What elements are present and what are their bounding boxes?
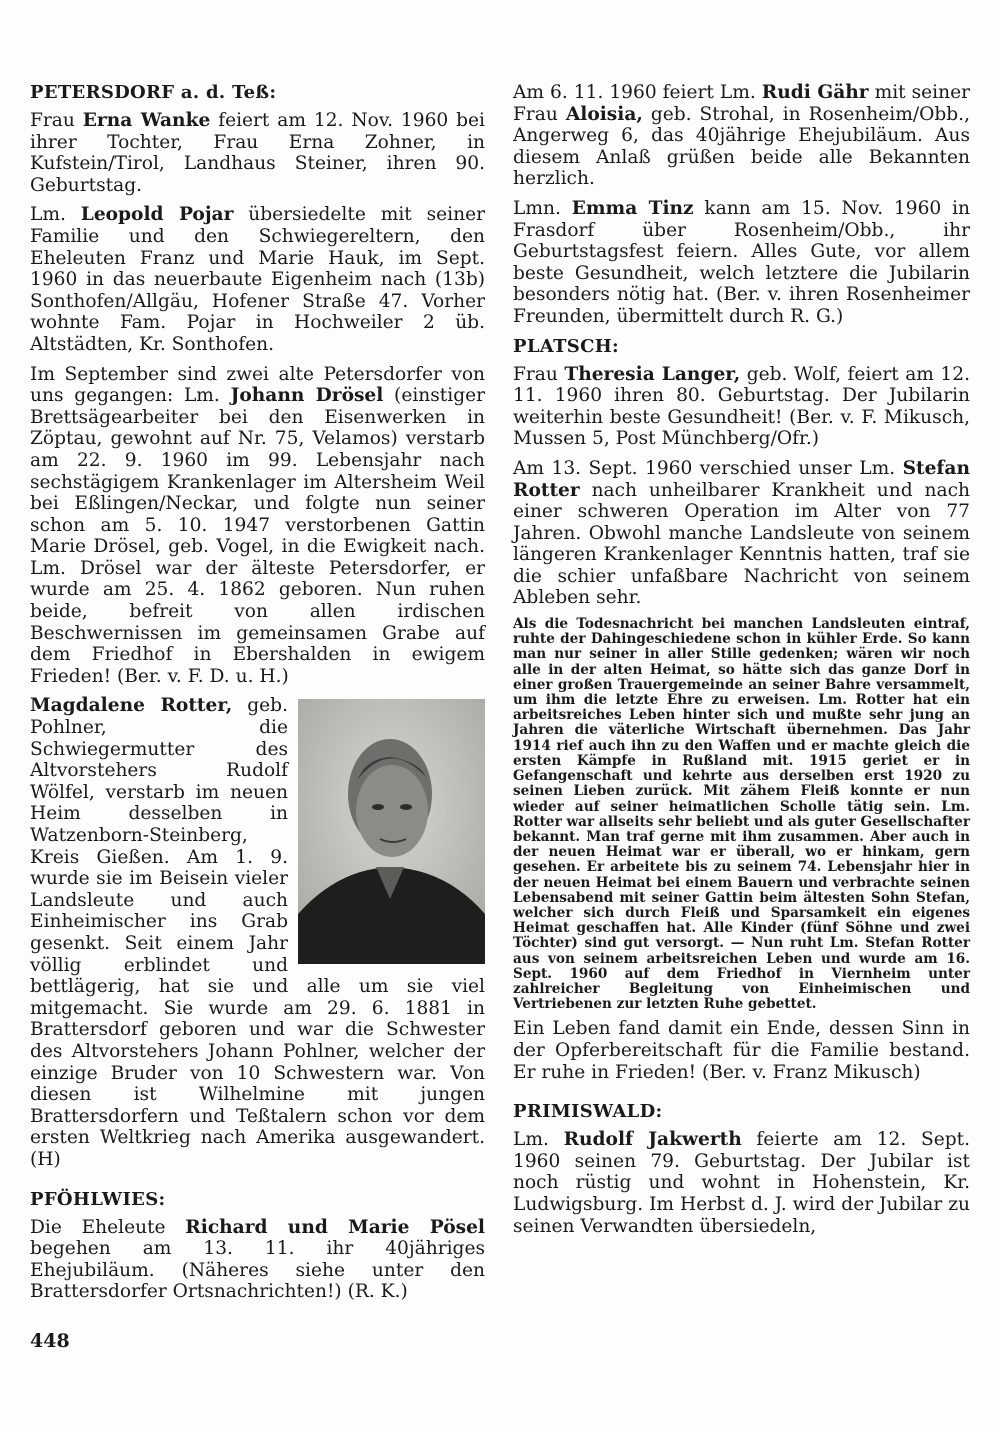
heading-primiswald: PRIMISWALD: [513, 1101, 663, 1123]
paragraph-richard-marie-poesel: Die Eheleute Richard und Marie Pösel begehen am 13. 11. ihr 40jähriges Ehejubiläum. (Näheres siehe unter den Brattersdorfer Ortsnachrichten!) (R. K.) [30, 1216, 485, 1303]
bold-name: Johann Drösel [230, 385, 384, 407]
bold-name: Richard und Marie Pösel [185, 1216, 485, 1238]
paragraph-rudolf-jakwerth: Lm. Rudolf Jakwerth feierte am 12. Sept. 1960 seinen 79. Geburtstag. Der Jubilar ist noch rüstig und wohnt in Hohenstein, Kr. Ludwigsburg. Im Herbst d. J. wird der Jubilar zu seinen Verwandten übersiedeln, [513, 1129, 970, 1237]
bold-name: Magdalene Rotter, [30, 695, 233, 717]
bold-name: Leopold Pojar [80, 204, 234, 226]
heading-petersdorf: PETERSDORF a. d. Teß: [30, 82, 277, 103]
bold-name: Emma Tinz [571, 197, 694, 219]
paragraph-leopold-pojar: Lm. Leopold Pojar übersiedelte mit seiner Familie und den Schwiegereltern, den Eheleuten Franz und Marie Hauk, im Sept. 1960 in das neuerbaute Eigenheim nach (13b) Sonthofen/Allgäu, Hofener Straße 47. Vorher wohnte Fam. Pojar in Hochweiler 2 üb. Altstädten, Kr. Sonthofen. [30, 204, 485, 355]
heading-pfoehlwies: PFÖHLWIES: [30, 1188, 166, 1210]
paragraph-johann-droesel: Im September sind zwei alte Petersdorfer von uns gegangen: Lm. Johann Drösel (einstiger Brettsägearbeiter bei den Eisenwerken in Zöptau, gewohnt auf Nr. 75, Velamos) verstarb am 22. 9. 1960 im 99. Lebensjahr nach sechstägigem Krankenlager im Altersheim Weil bei Eßlingen/Neckar, und folgte nun seiner schon am 5. 10. 1947 verstorbenen Gattin Marie Drösel, geb. Vogel, in die Ewigkeit nach. Lm. Drösel war der älteste Petersdorfer, er wurde am 25. 4. 1862 geboren. Nun ruhen beide, befreit von allen irdischen Beschwernissen im gemeinsamen Grabe auf dem Friedhof in Ebershalden in ewigem Frieden! (Ber. v. F. D. u. H.) [30, 363, 485, 687]
bold-name: Aloisia, [565, 103, 643, 125]
paragraph-emma-tinz: Lmn. Emma Tinz kann am 15. Nov. 1960 in Frasdorf über Rosenheim/Obb., ihr Geburtstagsfest feiern. Alles Gute, vor allem beste Gesundheit, welch letztere die Jubilarin besonders nötig hat. (Ber. v. ihren Rosenheimer Freunden, übermittelt durch R. G.) [513, 197, 970, 327]
small-print-obituary: Als die Todesnachricht bei manchen Landsleuten eintraf, ruhte der Dahingeschiedene schon in kühler Erde. So kann man nur seiner in aller Stille gedenken; wären wir noch alle in der alten Heimat, so hätte sich das ganze Dorf in einer großen Trauergemeinde an seiner Bahre versammelt, um ihm die letzte Ehre zu erweisen. Lm. Rotter hat ein arbeitsreiches Leben hinter sich und mußte sehr jung an Jahren die väterliche Wirtschaft übernehmen. Das Jahr 1914 rief auch ihn zu den Waffen und er machte gleich die ersten Kämpfe in Rußland mit. 1915 geriet er in Gefangenschaft und kehrte aus derselben erst 1920 zu seinen Lieben zurück. Mit zähem Fleiß konnte er nun wieder auf seiner heimatlichen Scholle tätig sein. Lm. Rotter war allseits sehr beliebt und als guter Gesellschafter bekannt. Man traf gerne mit ihm zusammen. Aber auch in der neuen Heimat war er überall, wo er hinkam, gern gesehen. Er arbeitete bis zu seinem 74. Lebensjahr hier in der neuen Heimat bei einem Bauern und verbrachte seinen Lebensabend mit seiner Gattin beim ältesten Sohn Stefan, welcher sich durch Fleiß und Sparsamkeit ein eigenes Heimat geschaffen hat. Alle Kinder (fünf Söhne und zwei Töchter) sind gut versorgt. — Nun ruht Lm. Stefan Rotter aus von seinem arbeitsreichen Leben und wurde am 16. Sept. 1960 auf dem Friedhof in Viernheim unter zahlreicher Begleitung von Einheimischen und Vertriebenen zur letzten Ruhe gebettet. [513, 616, 970, 1013]
bold-name: Erna Wanke [82, 110, 211, 131]
right-column [513, 82, 970, 1245]
bold-name: Stefan Rotter [513, 457, 970, 501]
paragraph-magdalene-rotter: Magdalene Rotter, geb. Pohlner, die Schwiegermutter des Altvorstehers Rudolf Wölfel, verstarb im neuen Heim desselben in Watzenborn-Steinberg, Kreis Gießen. Am 1. 9. wurde sie im Beisein vieler Landsleute und auch Einheimischer ins Grab gesenkt. Seit einem Jahr völlig erblindet und bettlägerig, hat sie und alle um sie viel mitgemacht. Sie wurde am 29. 6. 1881 in Brattersdorf geboren und war die Schwester des Altvorstehers Johann Pohlner, welcher der einzige Bruder von 10 Schwestern war. Von diesen ist Wilhelmine mit jungen Brattersdorfern und Teßtalern schon vor dem ersten Weltkrieg nach Amerika ausgewandert. (H) [30, 695, 485, 1170]
left-column [30, 82, 485, 1311]
portrait-photo [298, 699, 485, 964]
obituary-photo-block [30, 695, 485, 1170]
paragraph-closing: Ein Leben fand damit ein Ende, dessen Sinn in der Opferbereitschaft für die Familie bestand. Er ruhe in Frieden! (Ber. v. Franz Mikusch) [513, 1018, 970, 1083]
heading-platsch: PLATSCH: [513, 335, 619, 357]
page-number: 448 [30, 1330, 70, 1352]
paragraph-theresia-langer: Frau Theresia Langer, geb. Wolf, feiert am 12. 11. 1960 ihren 80. Geburtstag. Der Jubilarin weiterhin beste Gesundheit! (Ber. v. F. Mikusch, Mussen 5, Post Münchberg/Ofr.) [513, 363, 971, 450]
paragraph-rudi-gaehr: Am 6. 11. 1960 feiert Lm. Rudi Gähr mit seiner Frau Aloisia, geb. Strohal, in Rosenheim/Obb., Angerweg 6, das 40jährige Ehejubiläum. Aus diesem Anlaß grüßen beide alle Bekannten herzlich. [513, 82, 970, 190]
bold-name: Theresia Langer, [564, 363, 741, 385]
paragraph-erna-wanke: Frau Erna Wanke feiert am 12. Nov. 1960 bei ihrer Tochter, Frau Erna Zohner, in Kufstein/Tirol, Landhaus Steiner, ihren 90. Geburtstag. [30, 110, 485, 196]
bold-name: Rudi Gähr [761, 82, 869, 103]
bold-name: Rudolf Jakwerth [563, 1129, 742, 1151]
paragraph-stefan-rotter: Am 13. Sept. 1960 verschied unser Lm. Stefan Rotter nach unheilbarer Krankheit und nach einer schweren Operation im Alter von 77 Jahren. Obwohl manche Landsleute von seinem längeren Krankenlager Kenntnis hatten, traf sie die schier unfaßbare Nachricht von seinem Ableben sehr. [513, 457, 970, 609]
